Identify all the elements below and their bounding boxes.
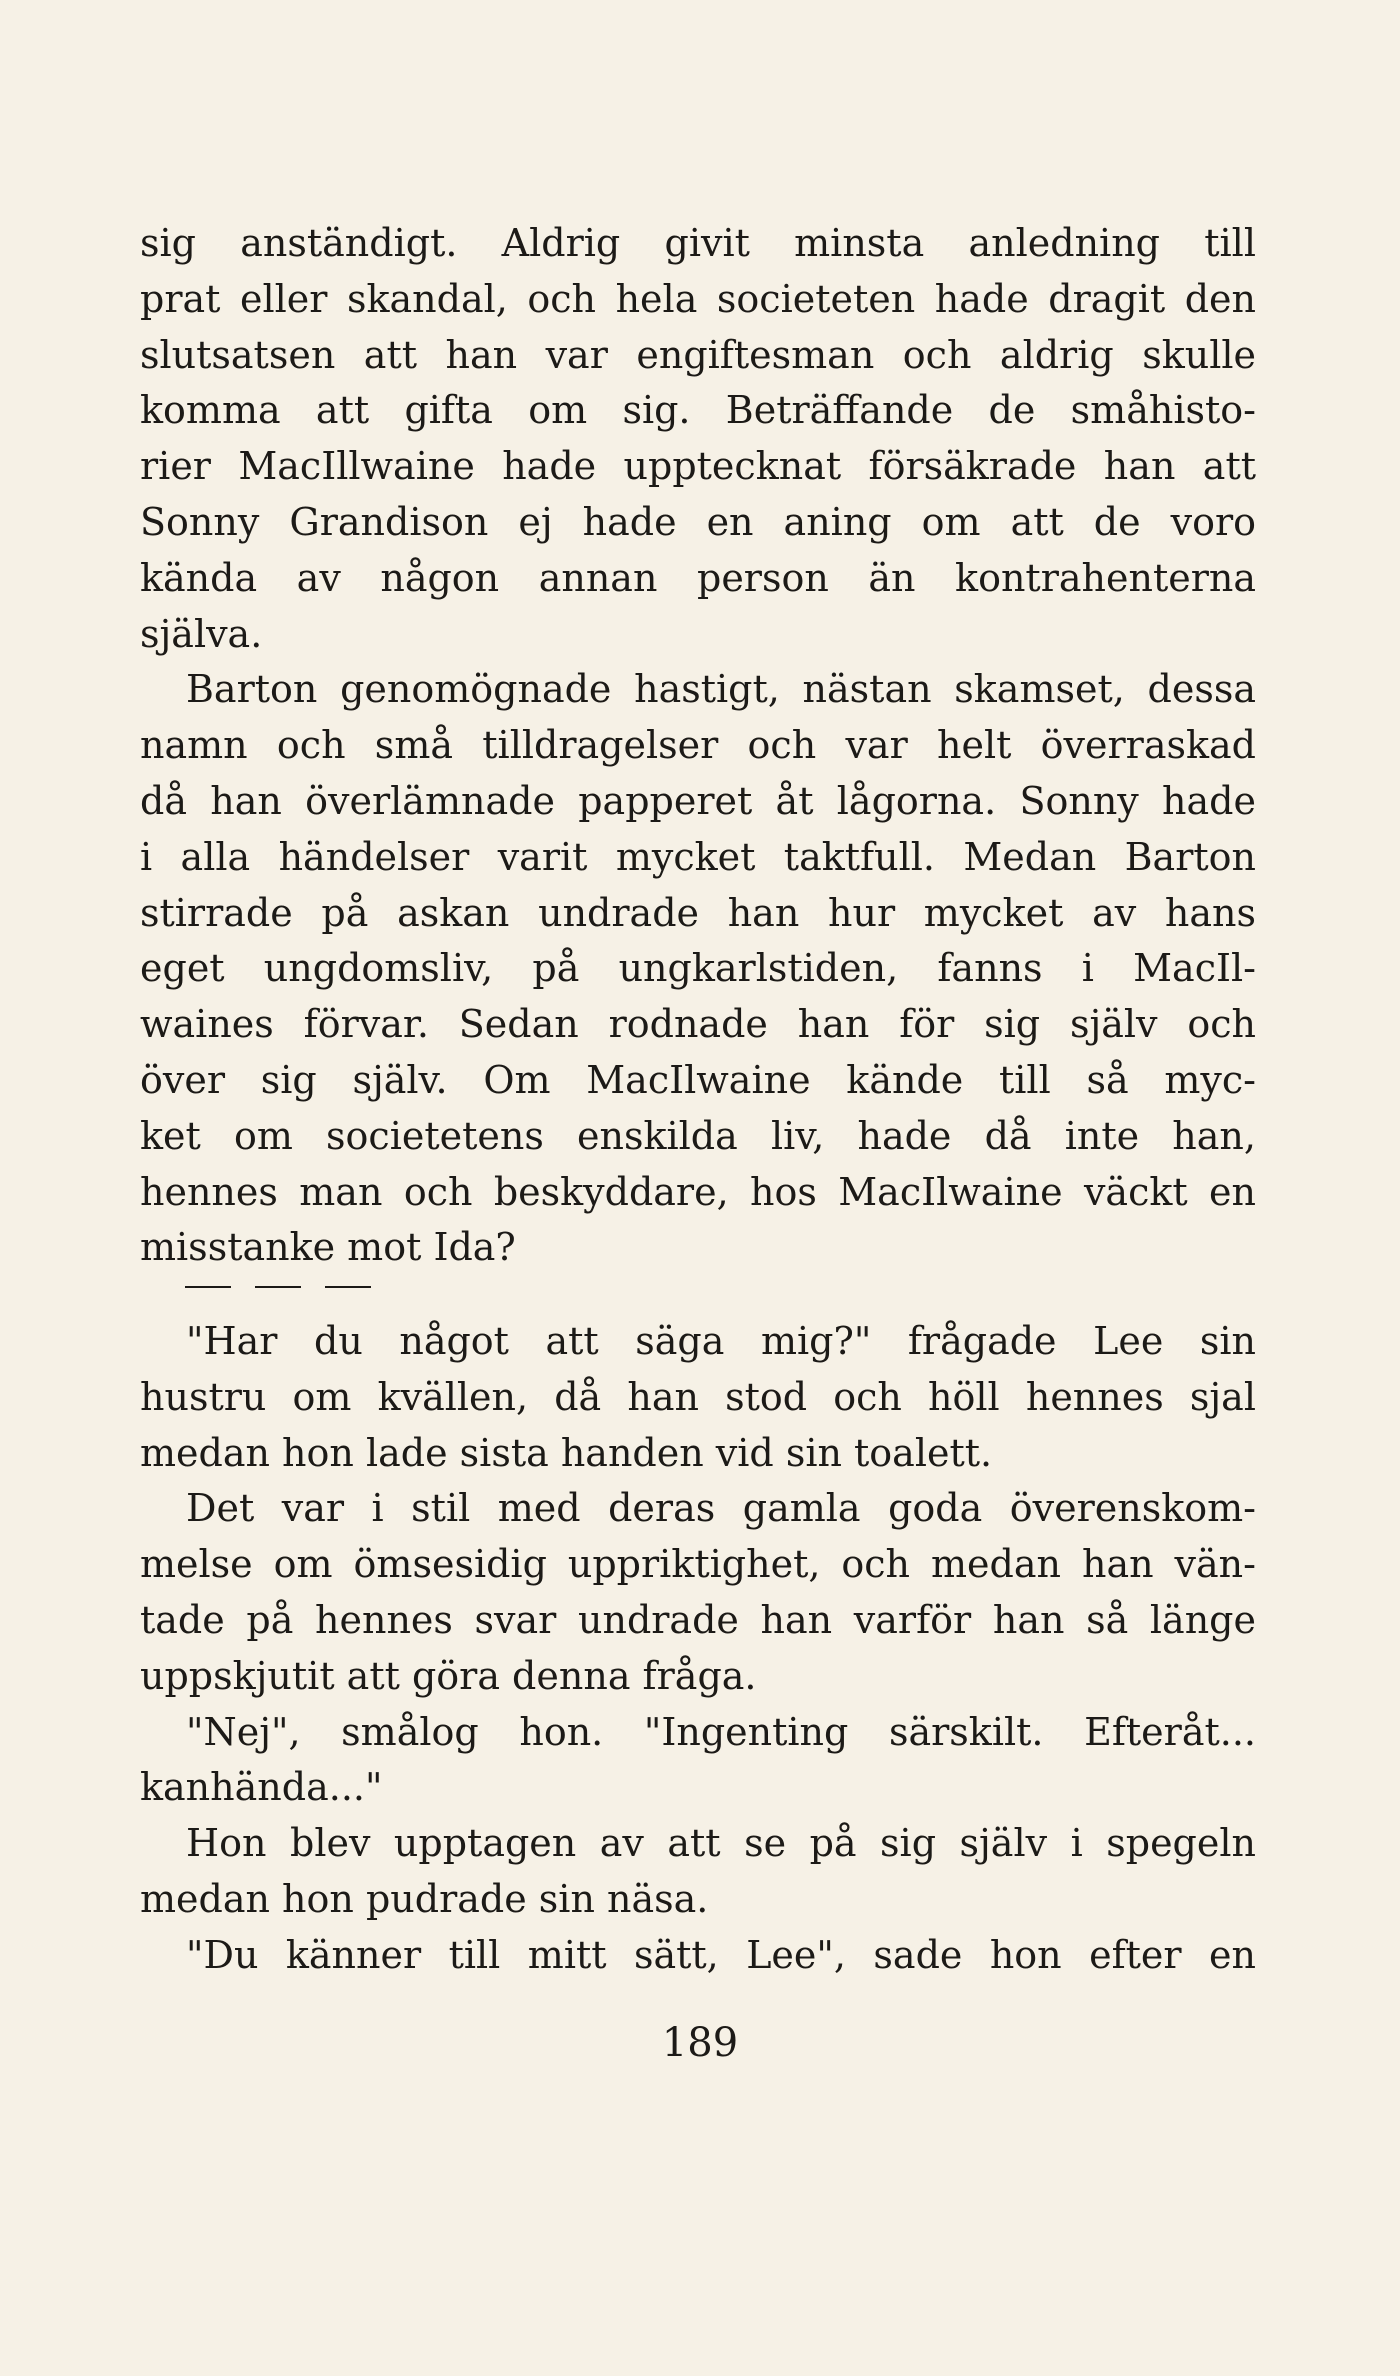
text-line: namn och små tilldragelser och var helt överraskad: [140, 723, 1256, 768]
text-line: över sig själv. Om MacIlwaine kände till så myc-: [140, 1057, 1256, 1102]
text-line: hennes man och beskyddare, hos MacIlwaine väckt en: [140, 1169, 1256, 1214]
text-line: Det var i stil med deras gamla goda överenskom-: [186, 1486, 1256, 1531]
text-line: rier MacIllwaine hade upptecknat försäkrade han att: [140, 444, 1256, 489]
text-line: kända av någon annan person än kontrahenterna: [140, 555, 1256, 600]
text-line: melse om ömsesidig uppriktighet, och medan han vän-: [140, 1542, 1256, 1587]
text-line: "Nej", smålog hon. "Ingenting särskilt. Efteråt...: [186, 1709, 1256, 1754]
text-line: eget ungdomsliv, på ungkarlstiden, fanns i MacIl-: [140, 946, 1256, 991]
text-line: i alla händelser varit mycket taktfull. Medan Barton: [140, 834, 1256, 879]
page-number: 189: [661, 2020, 739, 2066]
text-line: då han överlämnade papperet åt lågorna. Sonny hade: [140, 778, 1256, 823]
body-text-upper: [140, 216, 1256, 1276]
text-line: "Har du något att säga mig?" frågade Lee sin: [186, 1319, 1256, 1363]
text-line: prat eller skandal, och hela societeten hade dragit den: [140, 276, 1256, 321]
text-line: komma att gifta om sig. Beträffande de småhisto-: [140, 388, 1256, 433]
text-line: misstanke mot Ida?: [140, 1225, 516, 1270]
text-line: ket om societetens enskilda liv, hade då inte han,: [140, 1113, 1256, 1158]
text-line: medan hon pudrade sin näsa.: [140, 1876, 709, 1921]
body-text-lower: [140, 1314, 1256, 1984]
text-line: stirrade på askan undrade han hur mycket av hans: [140, 890, 1256, 935]
text-line: Hon blev upptagen av att se på sig själv i spegeln: [186, 1821, 1256, 1866]
text-line: själva.: [140, 611, 263, 656]
text-line: tade på hennes svar undrade han varför han så länge: [140, 1597, 1256, 1642]
text-line: kanhända...": [140, 1765, 383, 1810]
text-line: medan hon lade sista handen vid sin toalett.: [140, 1430, 993, 1475]
text-line: hustru om kvällen, då han stod och höll hennes sjal: [140, 1374, 1256, 1419]
text-line: "Du känner till mitt sätt, Lee", sade hon efter en: [186, 1932, 1256, 1977]
separator-dash: [185, 1286, 231, 1288]
text-line: sig anständigt. Aldrig givit minsta anledning till: [140, 221, 1256, 265]
separator-dash: [325, 1286, 371, 1288]
text-line: Barton genomögnade hastigt, nästan skamset, dessa: [186, 667, 1256, 712]
separator-dash: [255, 1286, 301, 1288]
text-line: slutsatsen att han var engiftesman och aldrig skulle: [140, 332, 1256, 377]
text-line: Sonny Grandison ej hade en aning om att de voro: [140, 499, 1256, 544]
text-line: uppskjutit att göra denna fråga.: [140, 1653, 757, 1698]
text-line: waines förvar. Sedan rodnade han för sig själv och: [140, 1002, 1256, 1047]
section-separator: [185, 1278, 375, 1298]
